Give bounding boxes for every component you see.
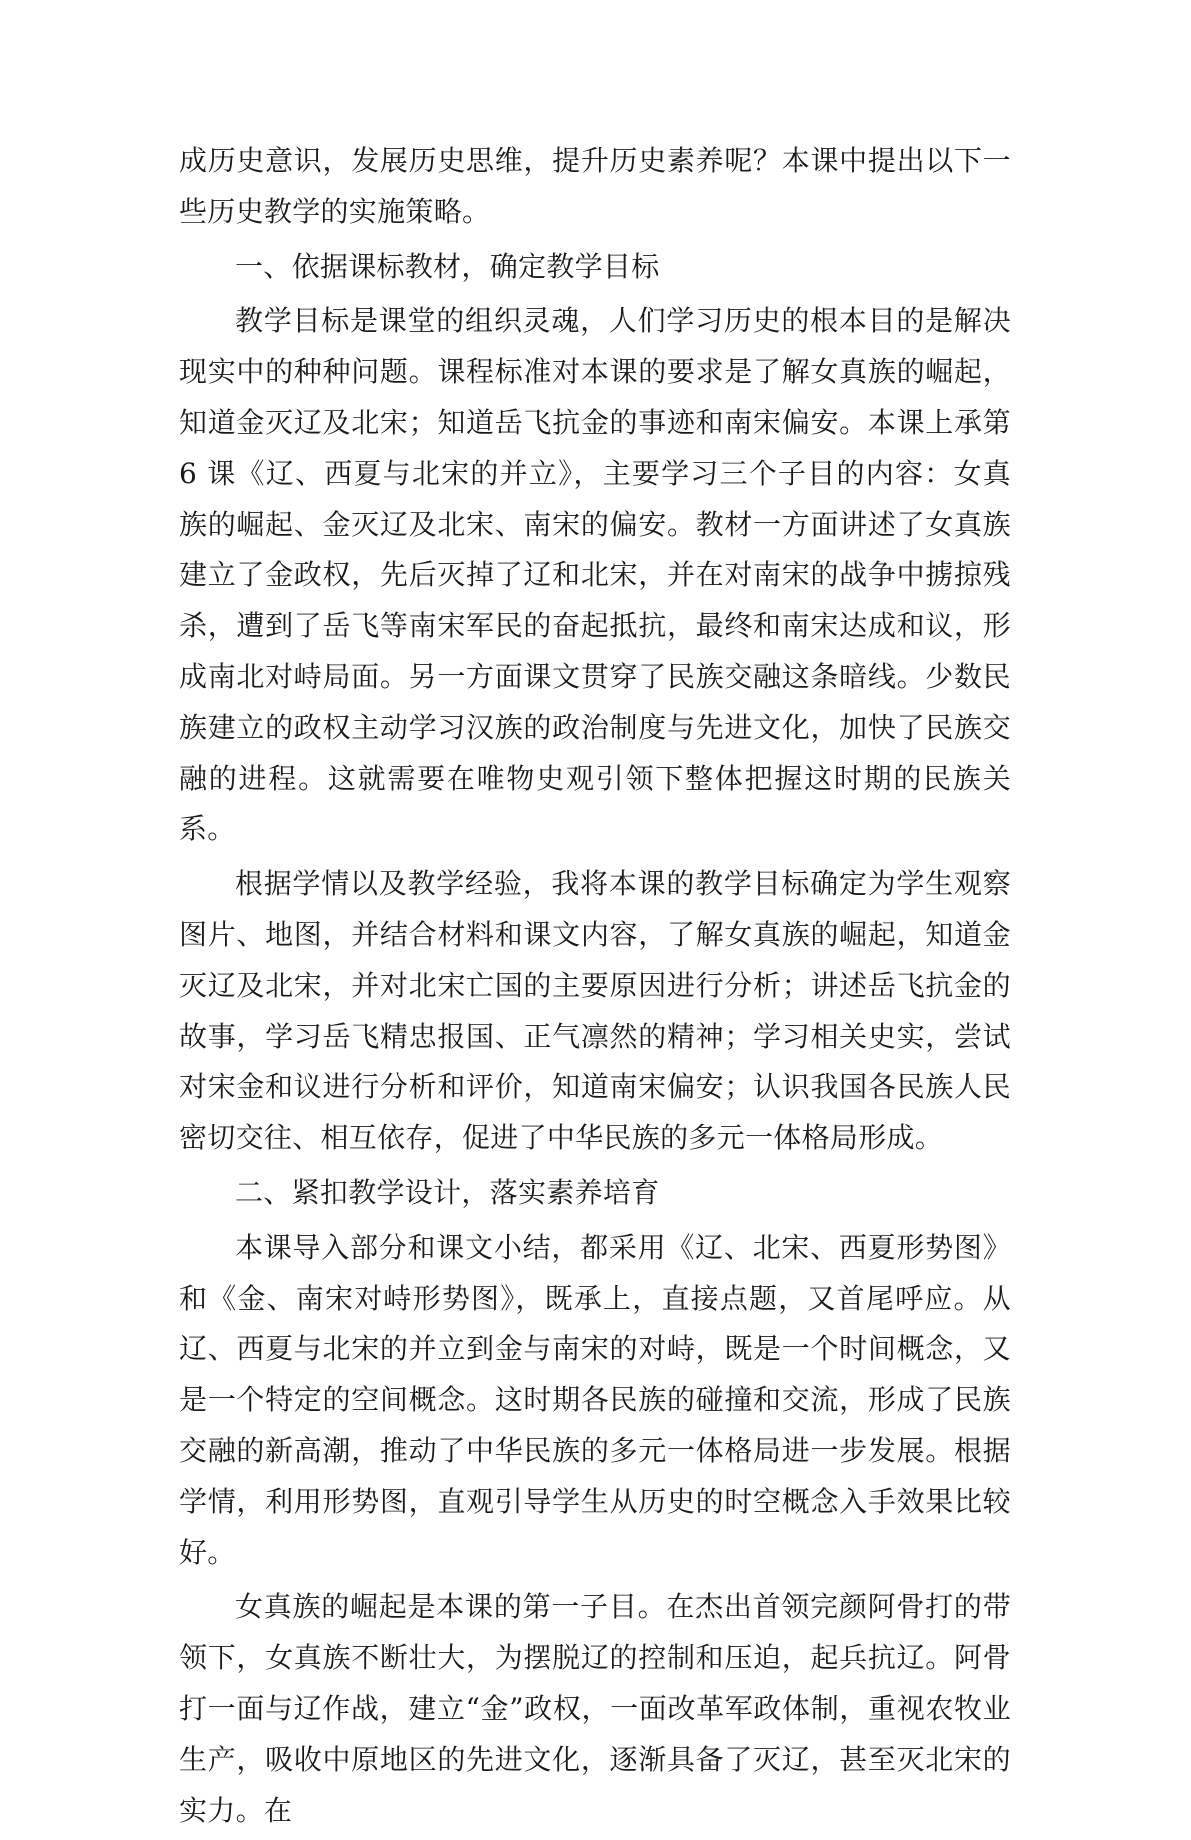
paragraph-lesson-intro: 本课导入部分和课文小结，都采用《辽、北宋、西夏形势图》和《金、南宋对峙形势图》，既承上，直接点题，又首尾呼应。从辽、西夏与北宋的并立到金与南宋的对峙，既是一个时间概念，又是一个特定的空间概念。这时期各民族的碰撞和交流，形成了民族交融的新高潮，推动了中华民族的多元一体格局进一步发展。根据学情，利用形势图，直观引导学生从历史的时空概念入手效果比较好。: [179, 1230, 1011, 1569]
section-heading-1: 一、依据课标教材，确定教学目标: [235, 249, 660, 283]
paragraph-teaching-goals: 教学目标是课堂的组织灵魂，人们学习历史的根本目的是解决现实中的种种问题。课程标准对本课的要求是了解女真族的崛起，知道金灭辽及北宋；知道岳飞抗金的事迹和南宋偏安。本课上承第 6 课《辽、西夏与北宋的并立》，主要学习三个子目的内容：女真族的崛起、金灭辽及北宋、南宋的偏安。教材一方面讲述了女真族建立了金政权，先后灭掉了辽和北宋，并在对南宋的战争中掳掠残杀，遭到了岳飞等南宋军民的奋起抵抗，最终和南宋达成和议，形成南北对峙局面。另一方面课文贯穿了民族交融这条暗线。少数民族建立的政权主动学习汉族的政治制度与先进文化，加快了民族交融的进程。这就需要在唯物史观引领下整体把握这时期的民族关系。: [179, 304, 1011, 846]
paragraph-jurchen-rise: 女真族的崛起是本课的第一子目。在杰出首领完颜阿骨打的带领下，女真族不断壮大，为摆脱辽的控制和压迫，起兵抗辽。阿骨打一面与辽作战，建立“金”政权，一面改革军政体制，重视农牧业生产，吸收中原地区的先进文化，逐渐具备了灭辽，甚至灭北宋的实力。在: [179, 1590, 1011, 1827]
section-heading-2: 二、紧扣教学设计，落实素养培育: [235, 1175, 660, 1209]
document-body: [179, 136, 1011, 1840]
paragraph-continuation: 成历史意识，发展历史思维，提升历史素养呢？本课中提出以下一些历史教学的实施策略。: [179, 144, 1011, 228]
paragraph-goal-setting: 根据学情以及教学经验，我将本课的教学目标确定为学生观察图片、地图，并结合材料和课文内容，了解女真族的崛起，知道金灭辽及北宋，并对北宋亡国的主要原因进行分析；讲述岳飞抗金的故事，学习岳飞精忠报国、正气凛然的精神；学习相关史实，尝试对宋金和议进行分析和评价，知道南宋偏安；认识我国各民族人民密切交往、相互依存，促进了中华民族的多元一体格局形成。: [179, 867, 1011, 1155]
